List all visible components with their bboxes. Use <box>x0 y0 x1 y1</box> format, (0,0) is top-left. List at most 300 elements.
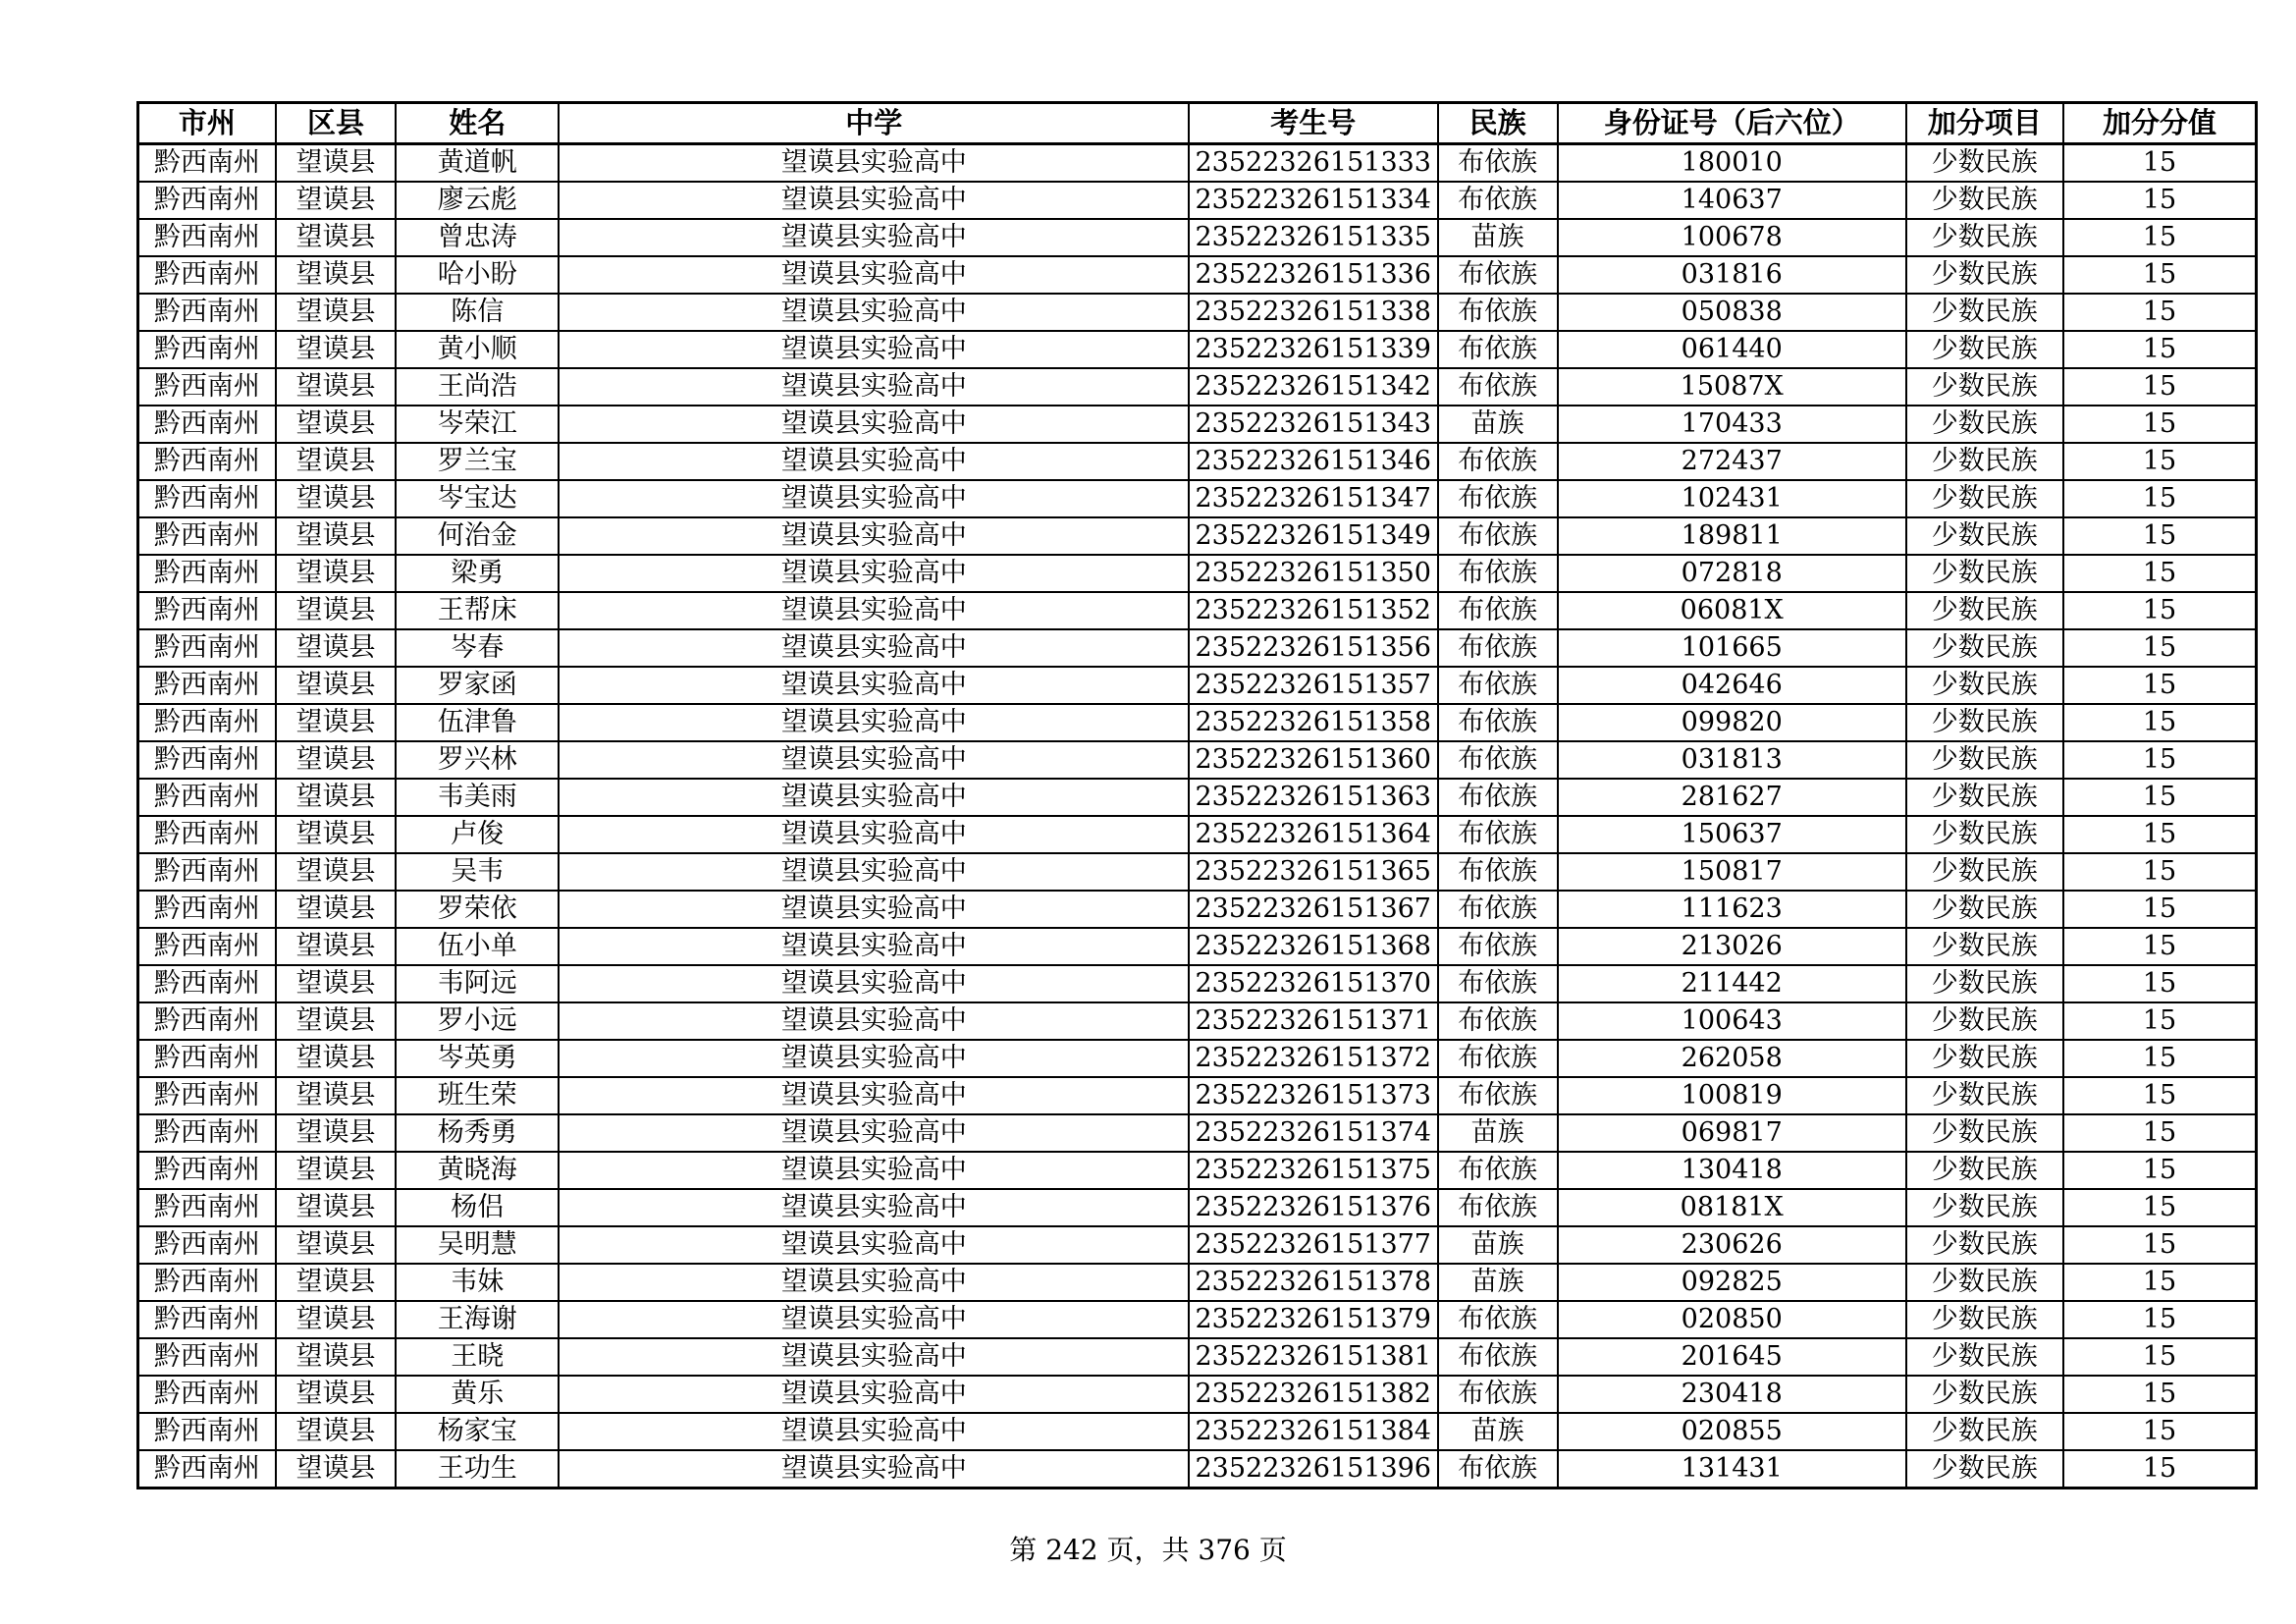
city-cell: 黔西南州 <box>138 256 276 294</box>
name-cell: 黄晓海 <box>396 1152 559 1189</box>
table-row <box>138 592 2257 629</box>
bonus-item-cell: 少数民族 <box>1906 1376 2063 1413</box>
school-cell: 望谟县实验高中 <box>559 1301 1188 1338</box>
county-cell: 望谟县 <box>276 1077 396 1114</box>
name-cell: 伍小单 <box>396 928 559 965</box>
city-cell: 黔西南州 <box>138 182 276 219</box>
ethnicity-cell: 布依族 <box>1438 853 1558 891</box>
exam-number-cell: 23522326151357 <box>1189 667 1438 704</box>
table-row <box>138 443 2257 480</box>
column-header-school: 中学 <box>559 103 1188 144</box>
bonus-points-cell: 15 <box>2063 331 2257 368</box>
school-cell: 望谟县实验高中 <box>559 1338 1188 1376</box>
ethnicity-cell: 布依族 <box>1438 517 1558 555</box>
city-cell: 黔西南州 <box>138 1077 276 1114</box>
name-cell: 杨家宝 <box>396 1413 559 1450</box>
column-header-name: 姓名 <box>396 103 559 144</box>
ethnicity-cell: 布依族 <box>1438 555 1558 592</box>
ethnicity-cell: 布依族 <box>1438 1189 1558 1226</box>
name-cell: 伍津鲁 <box>396 704 559 741</box>
id-suffix-cell: 06081X <box>1558 592 1906 629</box>
city-cell: 黔西南州 <box>138 816 276 853</box>
exam-number-cell: 23522326151346 <box>1189 443 1438 480</box>
id-suffix-cell: 031816 <box>1558 256 1906 294</box>
bonus-points-cell: 15 <box>2063 219 2257 256</box>
exam-number-cell: 23522326151360 <box>1189 741 1438 779</box>
id-suffix-cell: 111623 <box>1558 891 1906 928</box>
id-suffix-cell: 031813 <box>1558 741 1906 779</box>
bonus-points-cell: 15 <box>2063 517 2257 555</box>
exam-number-cell: 23522326151350 <box>1189 555 1438 592</box>
bonus-item-cell: 少数民族 <box>1906 1301 2063 1338</box>
id-suffix-cell: 100678 <box>1558 219 1906 256</box>
id-suffix-cell: 092825 <box>1558 1264 1906 1301</box>
name-cell: 梁勇 <box>396 555 559 592</box>
bonus-item-cell: 少数民族 <box>1906 667 2063 704</box>
exam-number-cell: 23522326151352 <box>1189 592 1438 629</box>
table-row <box>138 555 2257 592</box>
name-cell: 罗小远 <box>396 1002 559 1040</box>
school-cell: 望谟县实验高中 <box>559 816 1188 853</box>
city-cell: 黔西南州 <box>138 928 276 965</box>
bonus-item-cell: 少数民族 <box>1906 1189 2063 1226</box>
county-cell: 望谟县 <box>276 1413 396 1450</box>
bonus-points-cell: 15 <box>2063 1114 2257 1152</box>
id-suffix-cell: 170433 <box>1558 406 1906 443</box>
ethnicity-cell: 布依族 <box>1438 779 1558 816</box>
bonus-item-cell: 少数民族 <box>1906 1152 2063 1189</box>
bonus-item-cell: 少数民族 <box>1906 1040 2063 1077</box>
ethnicity-cell: 布依族 <box>1438 294 1558 331</box>
bonus-item-cell: 少数民族 <box>1906 965 2063 1002</box>
exam-number-cell: 23522326151384 <box>1189 1413 1438 1450</box>
county-cell: 望谟县 <box>276 1152 396 1189</box>
bonus-points-cell: 15 <box>2063 1077 2257 1114</box>
county-cell: 望谟县 <box>276 480 396 517</box>
header-row <box>138 103 2257 144</box>
table-row <box>138 1152 2257 1189</box>
exam-number-cell: 23522326151396 <box>1189 1450 1438 1489</box>
bonus-item-cell: 少数民族 <box>1906 1114 2063 1152</box>
bonus-item-cell: 少数民族 <box>1906 555 2063 592</box>
county-cell: 望谟县 <box>276 1002 396 1040</box>
bonus-item-cell: 少数民族 <box>1906 1077 2063 1114</box>
school-cell: 望谟县实验高中 <box>559 1040 1188 1077</box>
ethnicity-cell: 布依族 <box>1438 1376 1558 1413</box>
ethnicity-cell: 布依族 <box>1438 1152 1558 1189</box>
id-suffix-cell: 272437 <box>1558 443 1906 480</box>
exam-number-cell: 23522326151381 <box>1189 1338 1438 1376</box>
id-suffix-cell: 140637 <box>1558 182 1906 219</box>
table-row <box>138 779 2257 816</box>
exam-number-cell: 23522326151371 <box>1189 1002 1438 1040</box>
table-header <box>138 103 2257 144</box>
bonus-item-cell: 少数民族 <box>1906 182 2063 219</box>
county-cell: 望谟县 <box>276 1189 396 1226</box>
exam-number-cell: 23522326151335 <box>1189 219 1438 256</box>
exam-number-cell: 23522326151378 <box>1189 1264 1438 1301</box>
ethnicity-cell: 布依族 <box>1438 1040 1558 1077</box>
name-cell: 岑春 <box>396 629 559 667</box>
id-suffix-cell: 061440 <box>1558 331 1906 368</box>
exam-number-cell: 23522326151358 <box>1189 704 1438 741</box>
city-cell: 黔西南州 <box>138 1413 276 1450</box>
school-cell: 望谟县实验高中 <box>559 1152 1188 1189</box>
exam-number-cell: 23522326151356 <box>1189 629 1438 667</box>
bonus-points-cell: 15 <box>2063 1152 2257 1189</box>
name-cell: 王海谢 <box>396 1301 559 1338</box>
bonus-points-cell: 15 <box>2063 1338 2257 1376</box>
name-cell: 黄道帆 <box>396 144 559 183</box>
county-cell: 望谟县 <box>276 517 396 555</box>
bonus-points-cell: 15 <box>2063 741 2257 779</box>
id-suffix-cell: 100643 <box>1558 1002 1906 1040</box>
city-cell: 黔西南州 <box>138 406 276 443</box>
table-row <box>138 1450 2257 1489</box>
school-cell: 望谟县实验高中 <box>559 182 1188 219</box>
ethnicity-cell: 布依族 <box>1438 331 1558 368</box>
name-cell: 吴韦 <box>396 853 559 891</box>
bonus-item-cell: 少数民族 <box>1906 928 2063 965</box>
id-suffix-cell: 101665 <box>1558 629 1906 667</box>
bonus-item-cell: 少数民族 <box>1906 480 2063 517</box>
id-suffix-cell: 020850 <box>1558 1301 1906 1338</box>
bonus-points-cell: 15 <box>2063 406 2257 443</box>
city-cell: 黔西南州 <box>138 629 276 667</box>
exam-number-cell: 23522326151374 <box>1189 1114 1438 1152</box>
name-cell: 王帮床 <box>396 592 559 629</box>
id-suffix-cell: 180010 <box>1558 144 1906 183</box>
exam-number-cell: 23522326151372 <box>1189 1040 1438 1077</box>
school-cell: 望谟县实验高中 <box>559 1450 1188 1489</box>
exam-number-cell: 23522326151370 <box>1189 965 1438 1002</box>
ethnicity-cell: 布依族 <box>1438 629 1558 667</box>
exam-number-cell: 23522326151379 <box>1189 1301 1438 1338</box>
city-cell: 黔西南州 <box>138 965 276 1002</box>
school-cell: 望谟县实验高中 <box>559 592 1188 629</box>
exam-number-cell: 23522326151336 <box>1189 256 1438 294</box>
ethnicity-cell: 布依族 <box>1438 1301 1558 1338</box>
school-cell: 望谟县实验高中 <box>559 555 1188 592</box>
id-suffix-cell: 150817 <box>1558 853 1906 891</box>
table-row <box>138 1114 2257 1152</box>
name-cell: 何治金 <box>396 517 559 555</box>
exam-number-cell: 23522326151342 <box>1189 368 1438 406</box>
exam-number-cell: 23522326151376 <box>1189 1189 1438 1226</box>
table-row <box>138 891 2257 928</box>
county-cell: 望谟县 <box>276 1226 396 1264</box>
table-row <box>138 1077 2257 1114</box>
bonus-points-cell: 15 <box>2063 667 2257 704</box>
ethnicity-cell: 布依族 <box>1438 1338 1558 1376</box>
column-header-city: 市州 <box>138 103 276 144</box>
county-cell: 望谟县 <box>276 1450 396 1489</box>
city-cell: 黔西南州 <box>138 219 276 256</box>
id-suffix-cell: 100819 <box>1558 1077 1906 1114</box>
id-suffix-cell: 130418 <box>1558 1152 1906 1189</box>
bonus-points-cell: 15 <box>2063 256 2257 294</box>
county-cell: 望谟县 <box>276 331 396 368</box>
school-cell: 望谟县实验高中 <box>559 1413 1188 1450</box>
exam-number-cell: 23522326151333 <box>1189 144 1438 183</box>
city-cell: 黔西南州 <box>138 1376 276 1413</box>
county-cell: 望谟县 <box>276 144 396 183</box>
school-cell: 望谟县实验高中 <box>559 1264 1188 1301</box>
id-suffix-cell: 211442 <box>1558 965 1906 1002</box>
table-body <box>138 144 2257 1489</box>
city-cell: 黔西南州 <box>138 1338 276 1376</box>
city-cell: 黔西南州 <box>138 1301 276 1338</box>
table-row <box>138 928 2257 965</box>
column-header-ethnicity: 民族 <box>1438 103 1558 144</box>
column-header-county: 区县 <box>276 103 396 144</box>
ethnicity-cell: 布依族 <box>1438 1450 1558 1489</box>
name-cell: 班生荣 <box>396 1077 559 1114</box>
id-suffix-cell: 201645 <box>1558 1338 1906 1376</box>
table-row <box>138 1301 2257 1338</box>
ethnicity-cell: 布依族 <box>1438 965 1558 1002</box>
city-cell: 黔西南州 <box>138 1450 276 1489</box>
table-row <box>138 331 2257 368</box>
bonus-points-cell: 15 <box>2063 592 2257 629</box>
city-cell: 黔西南州 <box>138 1264 276 1301</box>
bonus-points-cell: 15 <box>2063 853 2257 891</box>
county-cell: 望谟县 <box>276 667 396 704</box>
city-cell: 黔西南州 <box>138 1152 276 1189</box>
table-row <box>138 1264 2257 1301</box>
exam-number-cell: 23522326151338 <box>1189 294 1438 331</box>
exam-number-cell: 23522326151382 <box>1189 1376 1438 1413</box>
ethnicity-cell: 布依族 <box>1438 704 1558 741</box>
bonus-points-cell: 15 <box>2063 182 2257 219</box>
bonus-item-cell: 少数民族 <box>1906 592 2063 629</box>
exam-number-cell: 23522326151349 <box>1189 517 1438 555</box>
ethnicity-cell: 布依族 <box>1438 182 1558 219</box>
county-cell: 望谟县 <box>276 406 396 443</box>
bonus-item-cell: 少数民族 <box>1906 853 2063 891</box>
exam-number-cell: 23522326151334 <box>1189 182 1438 219</box>
table-row <box>138 182 2257 219</box>
column-header-bonus-points: 加分分值 <box>2063 103 2257 144</box>
name-cell: 罗兴林 <box>396 741 559 779</box>
id-suffix-cell: 15087X <box>1558 368 1906 406</box>
city-cell: 黔西南州 <box>138 891 276 928</box>
name-cell: 王尚浩 <box>396 368 559 406</box>
school-cell: 望谟县实验高中 <box>559 1077 1188 1114</box>
table-row <box>138 629 2257 667</box>
school-cell: 望谟县实验高中 <box>559 1189 1188 1226</box>
school-cell: 望谟县实验高中 <box>559 294 1188 331</box>
bonus-item-cell: 少数民族 <box>1906 741 2063 779</box>
city-cell: 黔西南州 <box>138 1114 276 1152</box>
table-row <box>138 1040 2257 1077</box>
bonus-points-cell: 15 <box>2063 816 2257 853</box>
id-suffix-cell: 020855 <box>1558 1413 1906 1450</box>
table-row <box>138 406 2257 443</box>
school-cell: 望谟县实验高中 <box>559 144 1188 183</box>
table-row <box>138 1002 2257 1040</box>
name-cell: 罗荣依 <box>396 891 559 928</box>
bonus-points-cell: 15 <box>2063 928 2257 965</box>
bonus-points-cell: 15 <box>2063 144 2257 183</box>
school-cell: 望谟县实验高中 <box>559 1002 1188 1040</box>
school-cell: 望谟县实验高中 <box>559 667 1188 704</box>
table-row <box>138 704 2257 741</box>
county-cell: 望谟县 <box>276 965 396 1002</box>
county-cell: 望谟县 <box>276 592 396 629</box>
bonus-item-cell: 少数民族 <box>1906 816 2063 853</box>
name-cell: 杨侣 <box>396 1189 559 1226</box>
county-cell: 望谟县 <box>276 368 396 406</box>
id-suffix-cell: 069817 <box>1558 1114 1906 1152</box>
table-row <box>138 1338 2257 1376</box>
table-row <box>138 667 2257 704</box>
table-row <box>138 144 2257 183</box>
school-cell: 望谟县实验高中 <box>559 219 1188 256</box>
bonus-item-cell: 少数民族 <box>1906 294 2063 331</box>
ethnicity-cell: 布依族 <box>1438 1002 1558 1040</box>
name-cell: 岑荣江 <box>396 406 559 443</box>
bonus-points-cell: 15 <box>2063 443 2257 480</box>
id-suffix-cell: 050838 <box>1558 294 1906 331</box>
name-cell: 黄小顺 <box>396 331 559 368</box>
city-cell: 黔西南州 <box>138 555 276 592</box>
id-suffix-cell: 230626 <box>1558 1226 1906 1264</box>
county-cell: 望谟县 <box>276 1301 396 1338</box>
exam-number-cell: 23522326151343 <box>1189 406 1438 443</box>
county-cell: 望谟县 <box>276 219 396 256</box>
county-cell: 望谟县 <box>276 1264 396 1301</box>
name-cell: 罗兰宝 <box>396 443 559 480</box>
exam-number-cell: 23522326151364 <box>1189 816 1438 853</box>
bonus-item-cell: 少数民族 <box>1906 331 2063 368</box>
bonus-item-cell: 少数民族 <box>1906 144 2063 183</box>
county-cell: 望谟县 <box>276 256 396 294</box>
table-row <box>138 1226 2257 1264</box>
bonus-points-cell: 15 <box>2063 1413 2257 1450</box>
school-cell: 望谟县实验高中 <box>559 331 1188 368</box>
id-suffix-cell: 262058 <box>1558 1040 1906 1077</box>
id-suffix-cell: 099820 <box>1558 704 1906 741</box>
ethnicity-cell: 苗族 <box>1438 1114 1558 1152</box>
id-suffix-cell: 189811 <box>1558 517 1906 555</box>
id-suffix-cell: 08181X <box>1558 1189 1906 1226</box>
county-cell: 望谟县 <box>276 1338 396 1376</box>
table-row <box>138 965 2257 1002</box>
name-cell: 王晓 <box>396 1338 559 1376</box>
school-cell: 望谟县实验高中 <box>559 779 1188 816</box>
name-cell: 杨秀勇 <box>396 1114 559 1152</box>
bonus-item-cell: 少数民族 <box>1906 1226 2063 1264</box>
column-header-exam-number: 考生号 <box>1189 103 1438 144</box>
county-cell: 望谟县 <box>276 1376 396 1413</box>
id-suffix-cell: 042646 <box>1558 667 1906 704</box>
bonus-item-cell: 少数民族 <box>1906 1264 2063 1301</box>
name-cell: 韦妹 <box>396 1264 559 1301</box>
table-row <box>138 816 2257 853</box>
enrollment-bonus-table <box>136 101 2258 1489</box>
county-cell: 望谟县 <box>276 1040 396 1077</box>
ethnicity-cell: 苗族 <box>1438 1264 1558 1301</box>
ethnicity-cell: 布依族 <box>1438 891 1558 928</box>
county-cell: 望谟县 <box>276 816 396 853</box>
ethnicity-cell: 布依族 <box>1438 592 1558 629</box>
bonus-item-cell: 少数民族 <box>1906 219 2063 256</box>
school-cell: 望谟县实验高中 <box>559 629 1188 667</box>
bonus-points-cell: 15 <box>2063 1450 2257 1489</box>
table-row <box>138 294 2257 331</box>
exam-number-cell: 23522326151368 <box>1189 928 1438 965</box>
bonus-item-cell: 少数民族 <box>1906 891 2063 928</box>
table-row <box>138 480 2257 517</box>
table-row <box>138 1413 2257 1450</box>
county-cell: 望谟县 <box>276 1114 396 1152</box>
bonus-points-cell: 15 <box>2063 480 2257 517</box>
table-row <box>138 517 2257 555</box>
exam-number-cell: 23522326151339 <box>1189 331 1438 368</box>
ethnicity-cell: 苗族 <box>1438 1413 1558 1450</box>
ethnicity-cell: 布依族 <box>1438 443 1558 480</box>
bonus-item-cell: 少数民族 <box>1906 368 2063 406</box>
name-cell: 曾忠涛 <box>396 219 559 256</box>
city-cell: 黔西南州 <box>138 1002 276 1040</box>
ethnicity-cell: 布依族 <box>1438 144 1558 183</box>
city-cell: 黔西南州 <box>138 517 276 555</box>
id-suffix-cell: 230418 <box>1558 1376 1906 1413</box>
bonus-points-cell: 15 <box>2063 555 2257 592</box>
id-suffix-cell: 102431 <box>1558 480 1906 517</box>
bonus-points-cell: 15 <box>2063 1301 2257 1338</box>
id-suffix-cell: 213026 <box>1558 928 1906 965</box>
bonus-points-cell: 15 <box>2063 1189 2257 1226</box>
bonus-item-cell: 少数民族 <box>1906 779 2063 816</box>
exam-number-cell: 23522326151365 <box>1189 853 1438 891</box>
ethnicity-cell: 布依族 <box>1438 256 1558 294</box>
school-cell: 望谟县实验高中 <box>559 891 1188 928</box>
county-cell: 望谟县 <box>276 853 396 891</box>
id-suffix-cell: 281627 <box>1558 779 1906 816</box>
school-cell: 望谟县实验高中 <box>559 928 1188 965</box>
city-cell: 黔西南州 <box>138 480 276 517</box>
bonus-item-cell: 少数民族 <box>1906 1338 2063 1376</box>
exam-number-cell: 23522326151363 <box>1189 779 1438 816</box>
name-cell: 陈信 <box>396 294 559 331</box>
bonus-item-cell: 少数民族 <box>1906 704 2063 741</box>
bonus-item-cell: 少数民族 <box>1906 406 2063 443</box>
county-cell: 望谟县 <box>276 741 396 779</box>
bonus-points-cell: 15 <box>2063 1226 2257 1264</box>
school-cell: 望谟县实验高中 <box>559 368 1188 406</box>
county-cell: 望谟县 <box>276 182 396 219</box>
ethnicity-cell: 布依族 <box>1438 928 1558 965</box>
name-cell: 黄乐 <box>396 1376 559 1413</box>
school-cell: 望谟县实验高中 <box>559 1226 1188 1264</box>
ethnicity-cell: 布依族 <box>1438 667 1558 704</box>
county-cell: 望谟县 <box>276 294 396 331</box>
school-cell: 望谟县实验高中 <box>559 256 1188 294</box>
table-row <box>138 853 2257 891</box>
bonus-item-cell: 少数民族 <box>1906 1002 2063 1040</box>
exam-number-cell: 23522326151375 <box>1189 1152 1438 1189</box>
name-cell: 岑英勇 <box>396 1040 559 1077</box>
bonus-item-cell: 少数民族 <box>1906 1413 2063 1450</box>
school-cell: 望谟县实验高中 <box>559 1376 1188 1413</box>
exam-number-cell: 23522326151347 <box>1189 480 1438 517</box>
table-row <box>138 1376 2257 1413</box>
bonus-points-cell: 15 <box>2063 1264 2257 1301</box>
bonus-item-cell: 少数民族 <box>1906 629 2063 667</box>
city-cell: 黔西南州 <box>138 741 276 779</box>
